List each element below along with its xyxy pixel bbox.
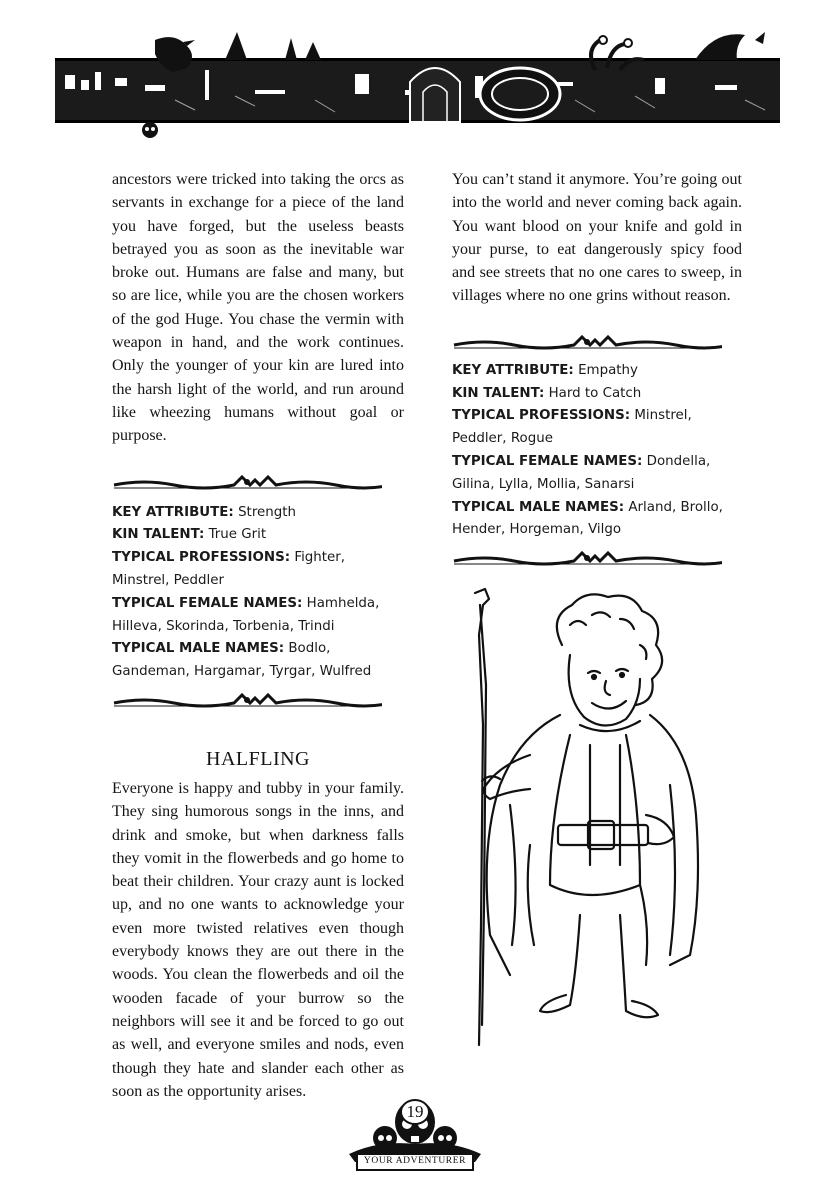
header-frieze-illustration bbox=[55, 30, 780, 142]
female-names-label: TYPICAL FEMALE NAMES: bbox=[112, 595, 303, 611]
halfling-stat-block bbox=[452, 360, 742, 542]
left-column bbox=[112, 168, 404, 1103]
key-attribute-value: Empathy bbox=[578, 362, 638, 378]
professions-label: TYPICAL PROFESSIONS: bbox=[452, 408, 631, 424]
male-names-row bbox=[112, 638, 404, 684]
professions-value: Minstrel, Peddler, Rogue bbox=[452, 408, 692, 447]
male-names-label: TYPICAL MALE NAMES: bbox=[452, 499, 625, 515]
key-attribute-row bbox=[452, 360, 742, 383]
halfling-intro-paragraph: Everyone is happy and tubby in your family. They sing humorous songs in the inns, and drink and smoke, but when darkness falls they vomit in the flowerbeds and go home to beat their children. Your crazy aunt is locked up, and no one wants to acknowledge your even more twisted relatives even though everybody knows they are out there in the woods. You clean the flowerbeds and oil the wooden facade of your burrow so the neighbors will see it and be forced to go out as well, and everyone smiles and nods, even though they hate and slander each other as soon as the opportunity arises. bbox=[112, 779, 404, 1100]
key-attribute-label: KEY ATTRIBUTE: bbox=[112, 504, 234, 520]
female-names-row bbox=[112, 593, 404, 639]
professions-label: TYPICAL PROFESSIONS: bbox=[112, 550, 291, 566]
ornamental-divider bbox=[452, 334, 722, 352]
male-names-value: Bodlo, Gandeman, Hargamar, Tyrgar, Wulfred bbox=[112, 641, 372, 680]
ornamental-divider bbox=[452, 550, 722, 568]
key-attribute-row bbox=[112, 502, 404, 525]
female-names-label: TYPICAL FEMALE NAMES: bbox=[452, 453, 643, 469]
male-names-value: Arland, Brollo, Hender, Horgeman, Vilgo bbox=[452, 499, 723, 538]
page-footer bbox=[345, 1092, 485, 1182]
running-title: YOUR ADVENTURER bbox=[363, 1156, 467, 1166]
professions-row bbox=[452, 405, 742, 451]
professions-value: Fighter, Minstrel, Peddler bbox=[112, 550, 346, 588]
kin-talent-label: KIN TALENT: bbox=[452, 385, 545, 401]
kin-talent-value: True Grit bbox=[208, 527, 267, 543]
female-names-row bbox=[452, 451, 742, 497]
male-names-label: TYPICAL MALE NAMES: bbox=[112, 641, 285, 657]
right-column bbox=[452, 168, 742, 568]
female-names-value: Dondella, Gilina, Lylla, Mollia, Sanarsi bbox=[452, 453, 711, 492]
kin-talent-label: KIN TALENT: bbox=[112, 527, 205, 543]
dwarf-intro-paragraph: ancestors were tricked into taking the orcs as servants in exchange for a piece of the land you have forged, but the useless beasts betrayed you as soon as the inevitable war broke out. Humans are false and many, but so are lice, while you are the chosen workers of the god Huge. You chase the vermin with weapon in hand, and the work continues. Only the younger of your kin are lured into the harsh light of the world, and run around like wheezing humans without goal or purpose. bbox=[112, 171, 404, 445]
page-number: 19 bbox=[406, 1102, 424, 1121]
dwarf-stat-block bbox=[112, 502, 404, 684]
halfling-continued-paragraph: You can’t stand it anymore. You’re going out into the world and never coming back again. You want blood on your knife and gold in your purse, to eat dangerously spicy food and see streets that no one cares to sweep, in villages where no one grins without reason. bbox=[452, 171, 742, 305]
key-attribute-label: KEY ATTRIBUTE: bbox=[452, 362, 574, 378]
kin-talent-row bbox=[452, 383, 742, 406]
ornamental-divider bbox=[112, 474, 382, 492]
key-attribute-value: Strength bbox=[238, 504, 296, 520]
ornamental-divider bbox=[112, 692, 382, 710]
professions-row bbox=[112, 547, 404, 593]
halfling-heading: HALFLING bbox=[206, 747, 310, 770]
kin-talent-row bbox=[112, 524, 404, 547]
kin-talent-value: Hard to Catch bbox=[548, 385, 642, 401]
male-names-row bbox=[452, 497, 742, 543]
female-names-value: Hamhelda, Hilleva, Skorinda, Torbenia, Trindi bbox=[112, 595, 380, 634]
halfling-with-staff-illustration bbox=[470, 585, 720, 1055]
